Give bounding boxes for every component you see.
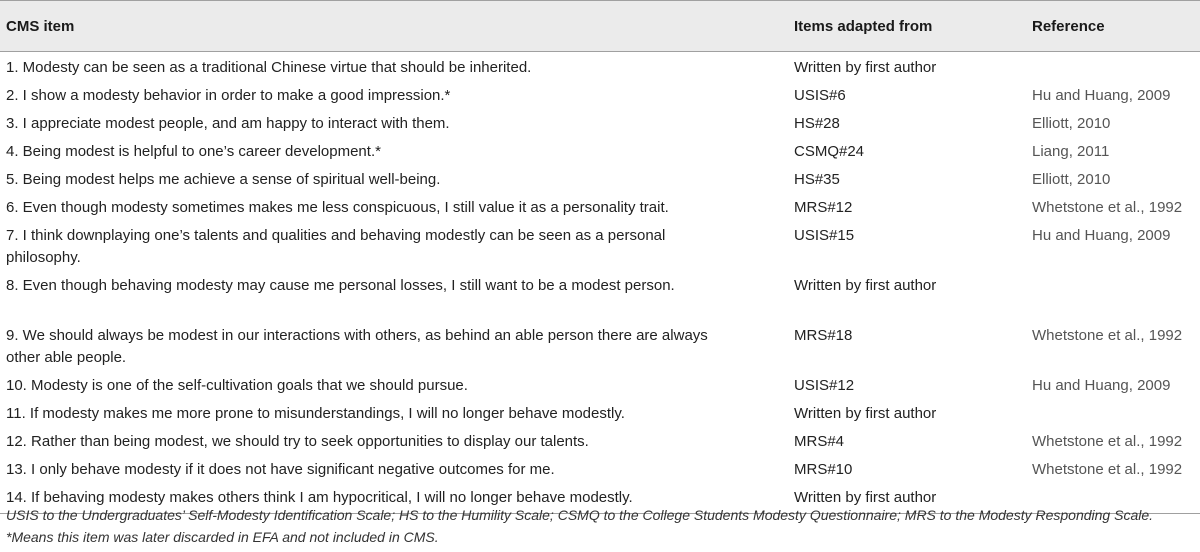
reference-cell: Whetstone et al., 1992 — [1032, 199, 1183, 216]
table-row — [0, 111, 1200, 139]
adapted-from-cell: HS#35 — [794, 171, 840, 188]
table-row — [0, 401, 1200, 429]
reference-cell: Whetstone et al., 1992 — [1032, 433, 1183, 450]
table-row — [0, 195, 1200, 223]
cms-item-cell: 14. If behaving modesty makes others think I am hypocritical, I will no longer behave modestly. — [0, 485, 792, 514]
reference-cell: Hu and Huang, 2009 — [1032, 87, 1171, 104]
adapted-from-cell: HS#28 — [794, 115, 840, 132]
reference-cell: Whetstone et al., 1992 — [1032, 327, 1183, 344]
cms-item-cell: 3. I appreciate modest people, and am happy to interact with them. — [6, 115, 450, 132]
table-header — [0, 1, 1200, 52]
cms-item-cell: 5. Being modest helps me achieve a sense of spiritual well-being. — [6, 171, 441, 188]
table-row — [0, 167, 1200, 195]
table-row — [0, 139, 1200, 167]
reference-cell: Hu and Huang, 2009 — [1032, 227, 1171, 244]
reference-cell: Whetstone et al., 1992 — [1032, 461, 1183, 478]
adapted-from-cell: CSMQ#24 — [794, 143, 865, 160]
adapted-from-cell: Written by first author — [794, 59, 937, 76]
reference-cell: Liang, 2011 — [1032, 143, 1110, 160]
reference-cell — [1032, 273, 1200, 323]
adapted-from-cell: MRS#18 — [794, 327, 853, 344]
adapted-from-cell: USIS#6 — [794, 87, 846, 104]
table-body — [0, 52, 1200, 514]
header-reference: Reference — [1032, 1, 1200, 52]
table-footnote: USIS to the Undergraduates’ Self-Modesty Identification Scale; HS to the Humility Scale; CSMQ to the College Students Modesty Questionnaire; MRS to the Modesty Responding Scale. *Means this item was later discarded in EFA and not included in CMS. — [6, 507, 1154, 545]
table-row — [0, 223, 1200, 273]
reference-cell: Hu and Huang, 2009 — [1032, 377, 1171, 394]
adapted-from-cell: MRS#10 — [794, 461, 853, 478]
cms-item-cell: 8. Even though behaving modesty may cause me personal losses, I still want to be a modest person. — [6, 277, 675, 294]
reference-cell: Elliott, 2010 — [1032, 171, 1111, 188]
header-items-adapted-from: Items adapted from — [792, 1, 1032, 52]
adapted-from-cell: Written by first author — [794, 405, 937, 422]
table-row — [0, 52, 1200, 84]
cms-item-cell: 13. I only behave modesty if it does not have significant negative outcomes for me. — [6, 461, 555, 478]
cms-item-cell: 10. Modesty is one of the self-cultivation goals that we should pursue. — [6, 377, 468, 394]
cms-item-cell: 1. Modesty can be seen as a traditional Chinese virtue that should be inherited. — [6, 59, 532, 76]
reference-cell — [1032, 52, 1200, 84]
adapted-from-cell: Written by first author — [792, 485, 1032, 514]
table-row — [0, 323, 1200, 373]
cms-item-cell: 6. Even though modesty sometimes makes me less conspicuous, I still value it as a personality trait. — [6, 199, 669, 216]
header-cms-item: CMS item — [0, 1, 792, 52]
table-row — [0, 457, 1200, 485]
table-row — [0, 373, 1200, 401]
adapted-from-cell: USIS#12 — [794, 377, 855, 394]
table-row — [0, 83, 1200, 111]
adapted-from-cell: MRS#4 — [794, 433, 845, 450]
reference-cell — [1032, 401, 1200, 429]
cms-item-cell: 12. Rather than being modest, we should try to seek opportunities to display our talents. — [6, 433, 589, 450]
adapted-from-cell: MRS#12 — [794, 199, 853, 216]
cms-item-cell: 9. We should always be modest in our interactions with others, as behind an able person there are always other able people. — [6, 327, 708, 366]
table-row — [0, 429, 1200, 457]
adapted-from-cell: Written by first author — [794, 277, 937, 294]
cms-item-cell: 4. Being modest is helpful to one’s career development.* — [6, 143, 381, 160]
cms-item-cell: 11. If modesty makes me more prone to misunderstandings, I will no longer behave modestly. — [6, 405, 625, 422]
table-row — [0, 273, 1200, 323]
adapted-from-cell: USIS#15 — [794, 227, 855, 244]
cms-item-cell: 2. I show a modesty behavior in order to make a good impression.* — [6, 87, 451, 104]
header-row — [0, 1, 1200, 52]
cms-item-cell: 7. I think downplaying one’s talents and qualities and behaving modestly can be seen as a personal philosophy. — [6, 227, 666, 266]
reference-cell: Elliott, 2010 — [1032, 115, 1111, 132]
